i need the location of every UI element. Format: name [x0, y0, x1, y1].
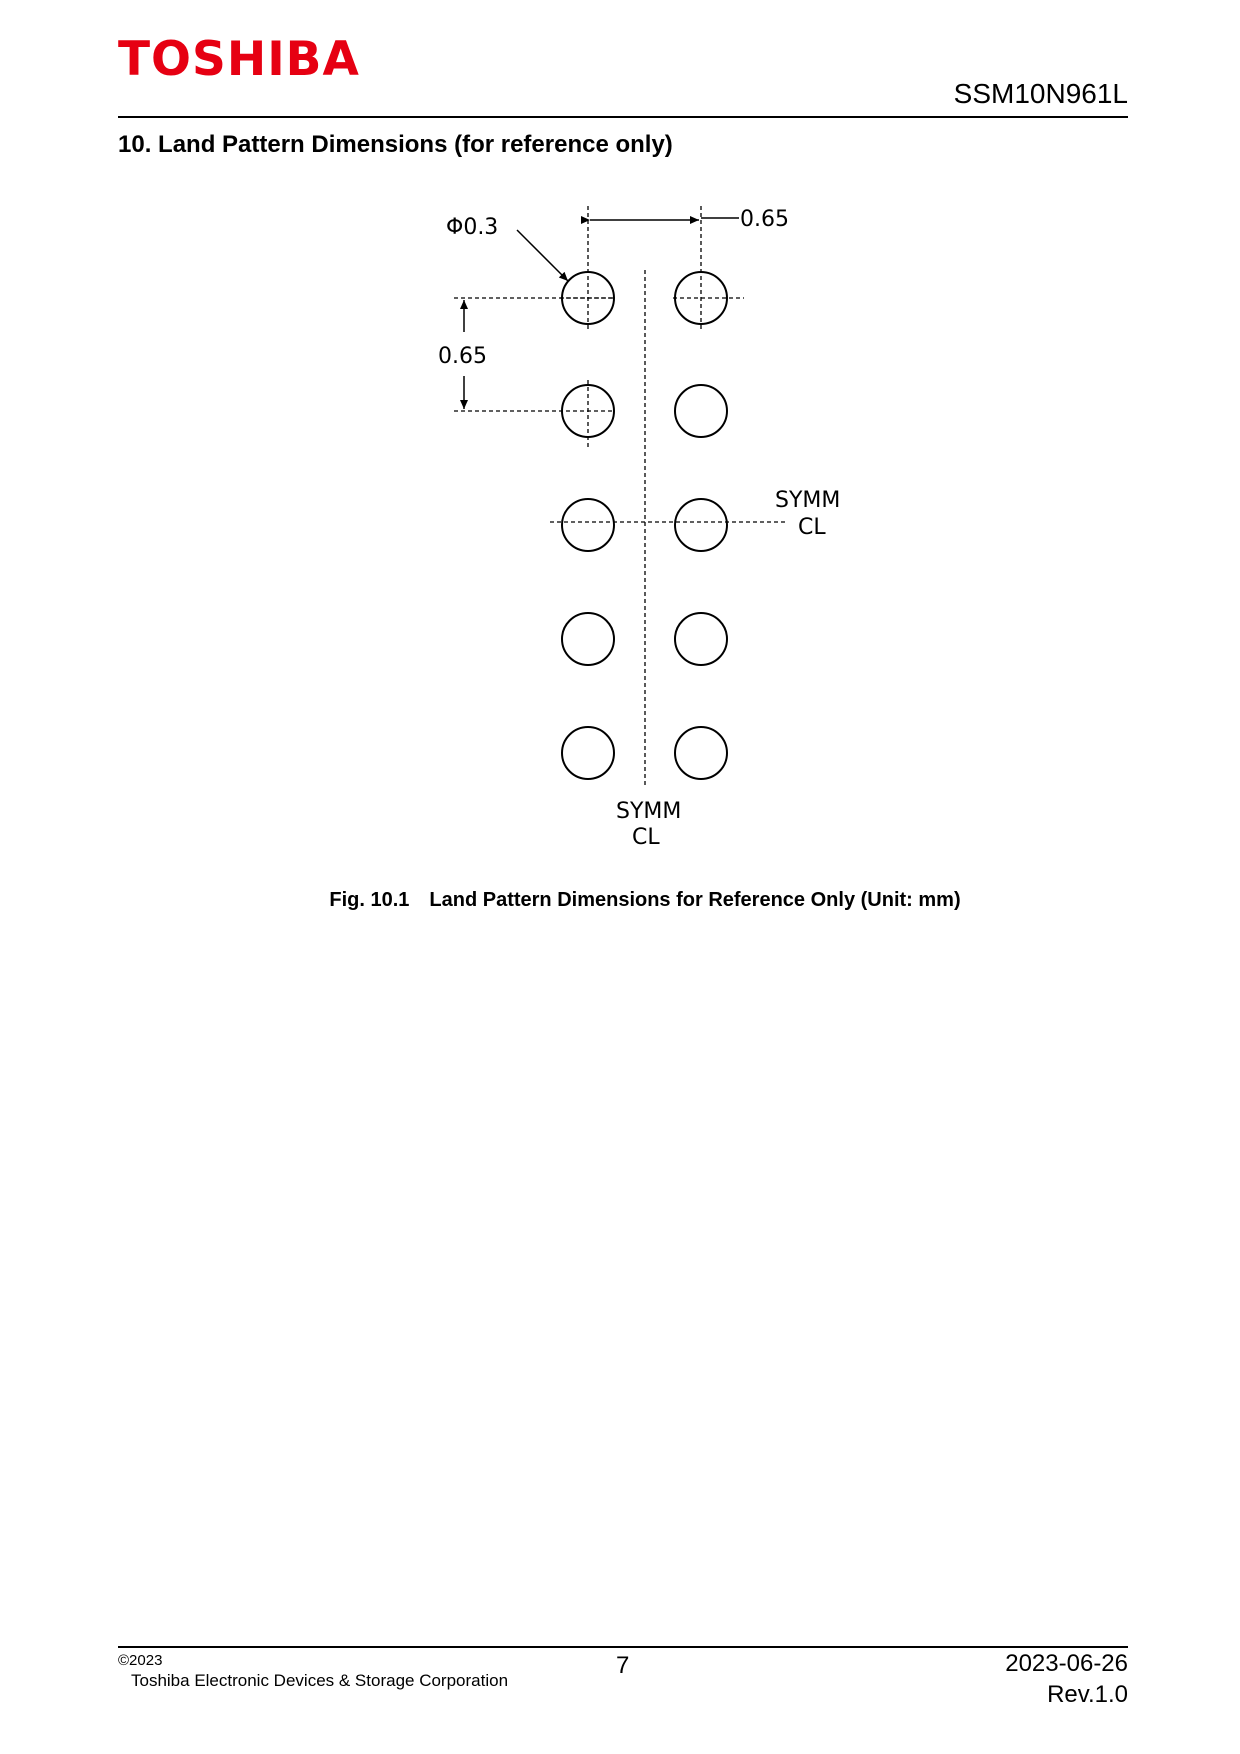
figure-caption-text: Land Pattern Dimensions for Reference Only (Unit: mm) — [429, 889, 961, 911]
pad — [675, 385, 727, 437]
figure-number: Fig. 10.1 — [329, 889, 410, 911]
toshiba-logo: TOSHIBA — [118, 32, 360, 87]
pad — [675, 727, 727, 779]
footer-divider — [118, 1646, 1128, 1648]
company-name: Toshiba Electronic Devices & Storage Corporation — [131, 1671, 509, 1690]
page-number: 7 — [616, 1652, 630, 1679]
document-date: 2023-06-26 — [1005, 1650, 1128, 1677]
vertical-pitch-label: 0.65 — [438, 344, 487, 369]
pad — [562, 499, 614, 551]
symm-right-cl-label: CL — [798, 515, 826, 540]
copyright: ©2023 — [118, 1652, 163, 1669]
document-revision: Rev.1.0 — [1047, 1681, 1128, 1708]
symm-bottom-cl-label: CL — [632, 825, 660, 850]
symm-right-label: SYMM — [775, 488, 841, 513]
part-number: SSM10N961L — [953, 78, 1128, 109]
symm-bottom-label: SYMM — [616, 799, 682, 824]
land-pattern-drawing — [420, 200, 860, 860]
pad-diameter-label: Φ0.3 — [446, 215, 499, 240]
section-title: 10. Land Pattern Dimensions (for reference only) — [118, 131, 673, 158]
diameter-leader — [517, 230, 568, 281]
horizontal-pitch-label: 0.65 — [740, 207, 789, 232]
figure-caption — [0, 890, 1240, 910]
land-pattern-figure — [420, 200, 860, 860]
pad — [675, 499, 727, 551]
header-divider — [118, 116, 1128, 118]
pad — [562, 613, 614, 665]
pad — [675, 613, 727, 665]
pad — [562, 727, 614, 779]
